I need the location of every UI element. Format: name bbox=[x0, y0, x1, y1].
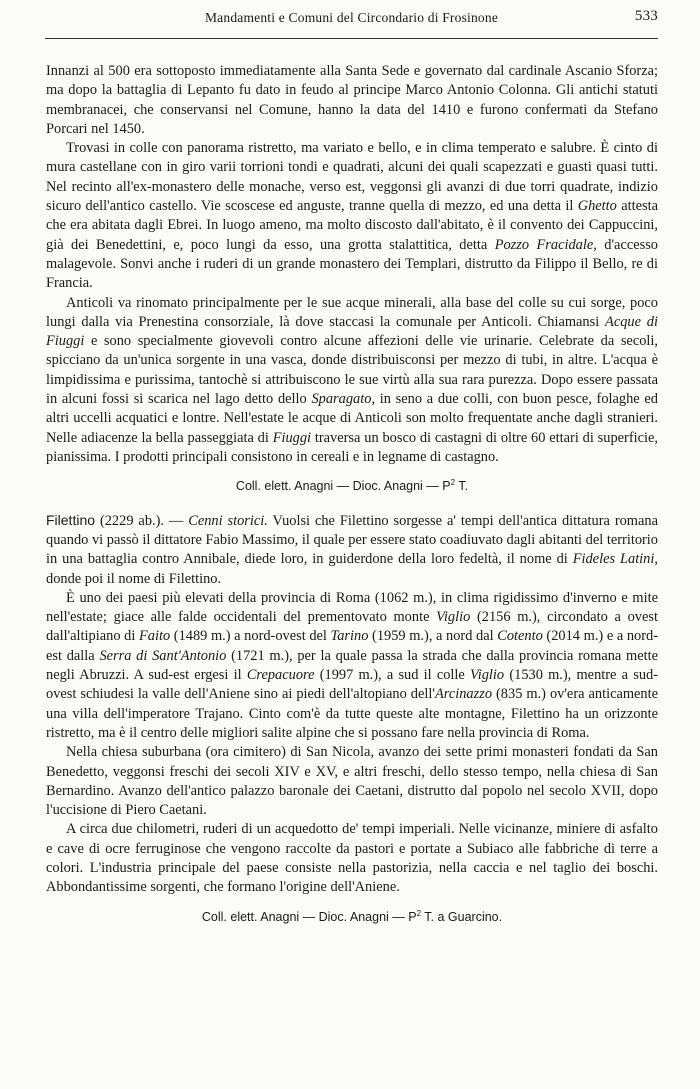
paragraph-waters: Anticoli va rinomato principalmente per le sue acque minerali, alla base del colle su cui sorge, poco lungi dalla via Prenestina consorziale, là dove staccasi la comunale per Anticoli. Chiamansi Acque di Fiuggi e sono specialmente giovevoli contro alcune affezioni delle vie urinarie. Celebrate da secoli, spicciano da un'unica sorgente in una vasca, donde distribuisconsi per mezzo di tubi, in altre. L'acqua è limpidissima e purissima, tantochè si attribuiscono le sue virtù alla sua rara purezza. Dopo essere passata in alcuni fossi si scarica nel lago detto dello Sparagato, in seno a due colli, con buon pesce, folaghe ed altri uccelli acquatici e lontre. Nell'estate le acque di Anticoli son molto frequentate anche dagli stranieri. Nelle adiacenze la bella passeggiata di Fiuggi traversa un bosco di castagni di oltre 60 ettari di superficie, pianissima. I prodotti principali consistono in cereali e in legname di castagno. bbox=[46, 294, 658, 465]
running-title: Mandamenti e Comuni del Circondario di Frosinone bbox=[204, 10, 499, 25]
paragraph-industry: A circa due chilometri, ruderi di un acquedotto de' tempi imperiali. Nelle vicinanze, miniere di asfalto e cave di ocre ferruginose che vengono raccolte da pastori e portate a Subiaco alle fabbriche di terre a colori. L'industria principale del paese consiste nella pastorizia, nella caccia e nel taglio dei boschi. Abbondantissime sorgenti, che formano l'origine dell'Aniene. bbox=[46, 821, 658, 896]
term-fideles: Fideles Latini bbox=[572, 551, 655, 568]
place-name-pozzo: Pozzo Fracidale bbox=[494, 236, 594, 253]
section-label: Cenni storici. bbox=[188, 512, 268, 529]
paragraph-description: Trovasi in colle con panorama ristretto, ma variato e bello, e in clima temperato e salubre. È cinto di mura castellane con in giro varii torrioni tondi e quadrati, alcuni dei quali scapezzati e guasti quasi tutti. Nel recinto all'ex-monastero delle monache, verso est, veggonsi gli avanzi di due torri quadrate, indizio sicuro dell'antico castello. Vie scoscese ed anguste, tranne quella di mezzo, ed una detta il Ghetto attesta che era abitata dagli Ebrei. In luogo ameno, ma molto discosto dall'abitato, è il convento dei Cappuccini, già dei Benedettini, e, poco lungi da esso, una grotta stalattitica, detta Pozzo Fracidale, d'accesso malagevole. Sonvi anche i ruderi di un grande monastero dei Templari, distrutto da Filippo il Bello, re di Francia. bbox=[46, 140, 658, 292]
place-name-fiuggi: Fiuggi bbox=[272, 429, 312, 446]
page-body bbox=[46, 62, 658, 931]
paragraph-churches: Nella chiesa suburbana (ora cimitero) di San Nicola, avanzo dei sette primi monasteri fondati da San Benedetto, veggonsi freschi dei secoli XIV e XV, e altri freschi, dello stesso tempo, nella chiesa di San Bernardino. Avanzo dell'antico palazzo baronale dei Caetani, distrutto dal popolo nel secolo XVII, dopo l'uccisione di Piero Caetani. bbox=[46, 744, 658, 819]
diocese-line-1: Coll. elett. Anagni — Dioc. Anagni — $P^2$ T. bbox=[235, 478, 469, 494]
place-name-acque: Acque di Fiuggi bbox=[46, 313, 658, 350]
header-rule bbox=[45, 38, 658, 39]
place-name-sparagato: Sparagato bbox=[311, 391, 372, 408]
paragraph-geography: È uno dei paesi più elevati della provincia di Roma (1062 m.), in clima rigidissimo d'inverno e mite nell'estate; giace alle falde occidentali del prementovato monte Viglio (2156 m.), circondato a ovest dall'altipiano di Faito (1489 m.) a nord-ovest del Tarino (1959 m.), a nord dal Cotento (2014 m.) e a nord-est dalla Serra di Sant'Antonio (1721 m.), per la quale passa la strada che dalla provincia romana mette negli Abruzzi. A sud-est ergesi il Crepacuore (1997 m.), a sud il colle Viglio (1530 m.), mentre a sud-ovest schiudesi la valle dell'Aniene sino ai piedi dell'altopiano dell'Arcinazzo (835 m.) ov'era anticamente una villa dell'imperatore Trajano. Cinto com'è da tutte queste alte montagne, Filettino ha un orizzonte ristretto, ma è il centro delle migliori salite alpine che si possano fare nella provincia di Roma. bbox=[46, 589, 659, 741]
entry-title: Filettino bbox=[46, 511, 96, 528]
paragraph-history: Innanzi al 500 era sottoposto immediatamente alla Santa Sede e governato dal cardinale Ascanio Sforza; ma dopo la battaglia di Lepanto fu dato in feudo al principe Marco Antonio Colonna. Gli antichi statuti membranacei, che conservansi nel Comune, hanno la data del 1410 e furono confermati da Stefano Porcari nel 1450. bbox=[46, 63, 658, 137]
paragraph-filettino-history: Filettino (2229 ab.). — Cenni storici. Vuolsi che Filettino sorgesse a' tempi dell'antica dittatura romana quando vi passò il dittatore Fabio Massimo, il quale per essere stato coadiuvato dagli abitanti del territorio in una battaglia contro Annibale, diede loro, in guiderdone della loro fedeltà, il nome di Fideles Latini, donde poi il nome di Filettino. bbox=[46, 511, 658, 587]
place-name-ghetto: Ghetto bbox=[577, 198, 617, 215]
section-separator bbox=[46, 501, 658, 511]
page-number: 533 bbox=[634, 8, 658, 24]
diocese-line-2: Coll. elett. Anagni — Dioc. Anagni — $P^2$ T. a Guarcino. bbox=[201, 908, 503, 924]
running-header bbox=[45, 6, 658, 30]
